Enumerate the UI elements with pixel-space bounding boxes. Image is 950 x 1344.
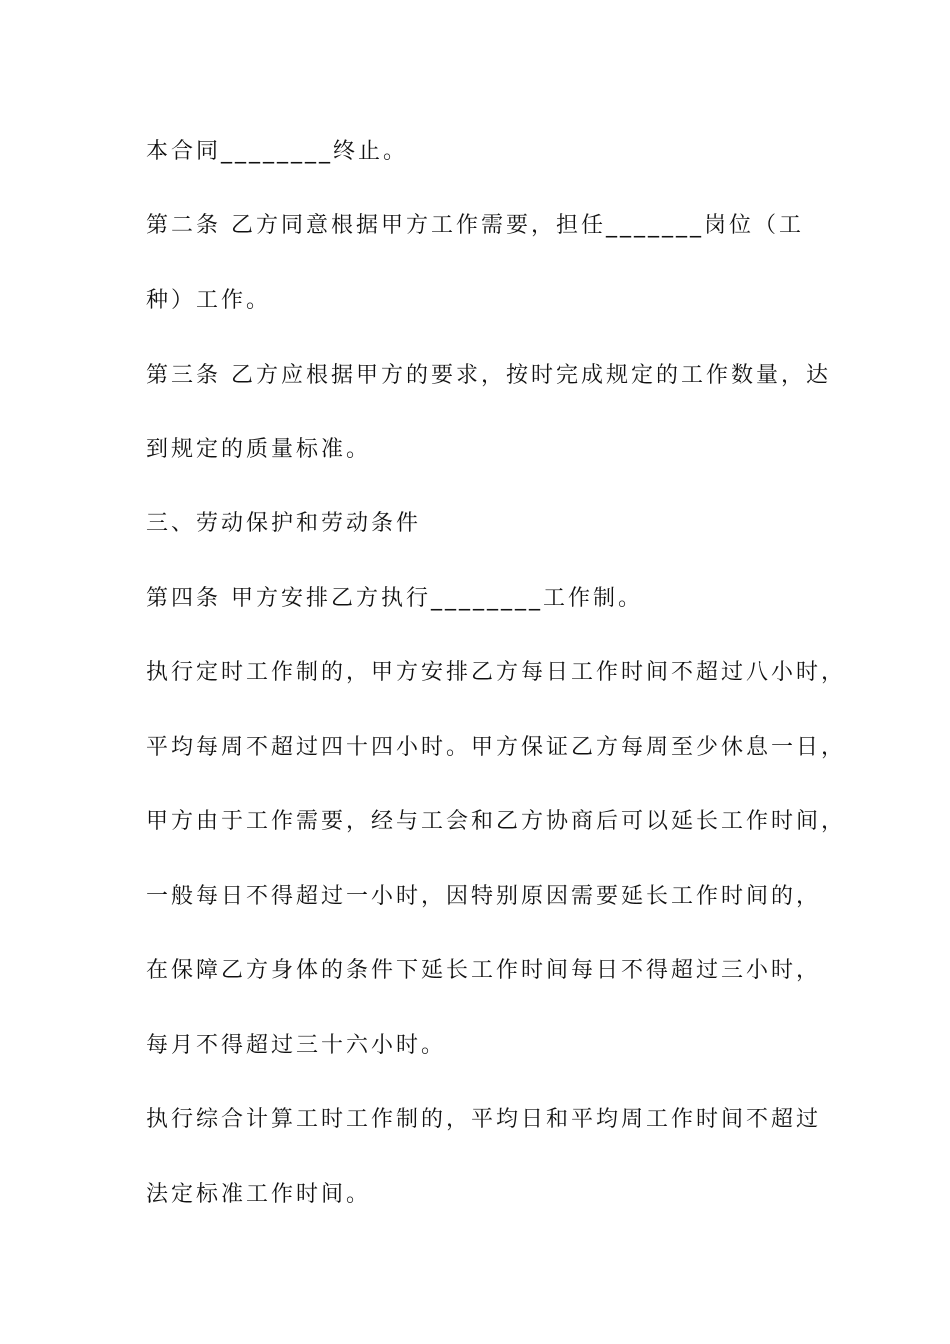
text-line-4: 第三条 乙方应根据甲方的要求，按时完成规定的工作数量，达 [146, 363, 831, 388]
text-line-1: 本合同________终止。 [146, 139, 409, 164]
section-heading: 三、劳动保护和劳动条件 [146, 511, 422, 536]
text-line-11: 一般每日不得超过一小时，因特别原因需要延长工作时间的， [146, 884, 822, 909]
text-line-8: 执行定时工作制的，甲方安排乙方每日工作时间不超过八小时， [146, 660, 847, 685]
text-line-12: 在保障乙方身体的条件下延长工作时间每日不得超过三小时， [146, 958, 822, 983]
text-line-10: 甲方由于工作需要，经与工会和乙方协商后可以延长工作时间， [146, 809, 847, 834]
text-line-15: 法定标准工作时间。 [146, 1182, 372, 1207]
text-line-7: 第四条 甲方安排乙方执行________工作制。 [146, 586, 643, 611]
text-line-9: 平均每周不超过四十四小时。甲方保证乙方每周至少休息一日， [146, 735, 847, 760]
text-line-13: 每月不得超过三十六小时。 [146, 1033, 447, 1058]
text-line-14: 执行综合计算工时工作制的，平均日和平均周工作时间不超过 [146, 1107, 822, 1132]
text-line-2: 第二条 乙方同意根据甲方工作需要，担任_______岗位（工 [146, 213, 804, 238]
text-line-5: 到规定的质量标准。 [146, 437, 372, 462]
text-line-3: 种）工作。 [146, 288, 272, 313]
